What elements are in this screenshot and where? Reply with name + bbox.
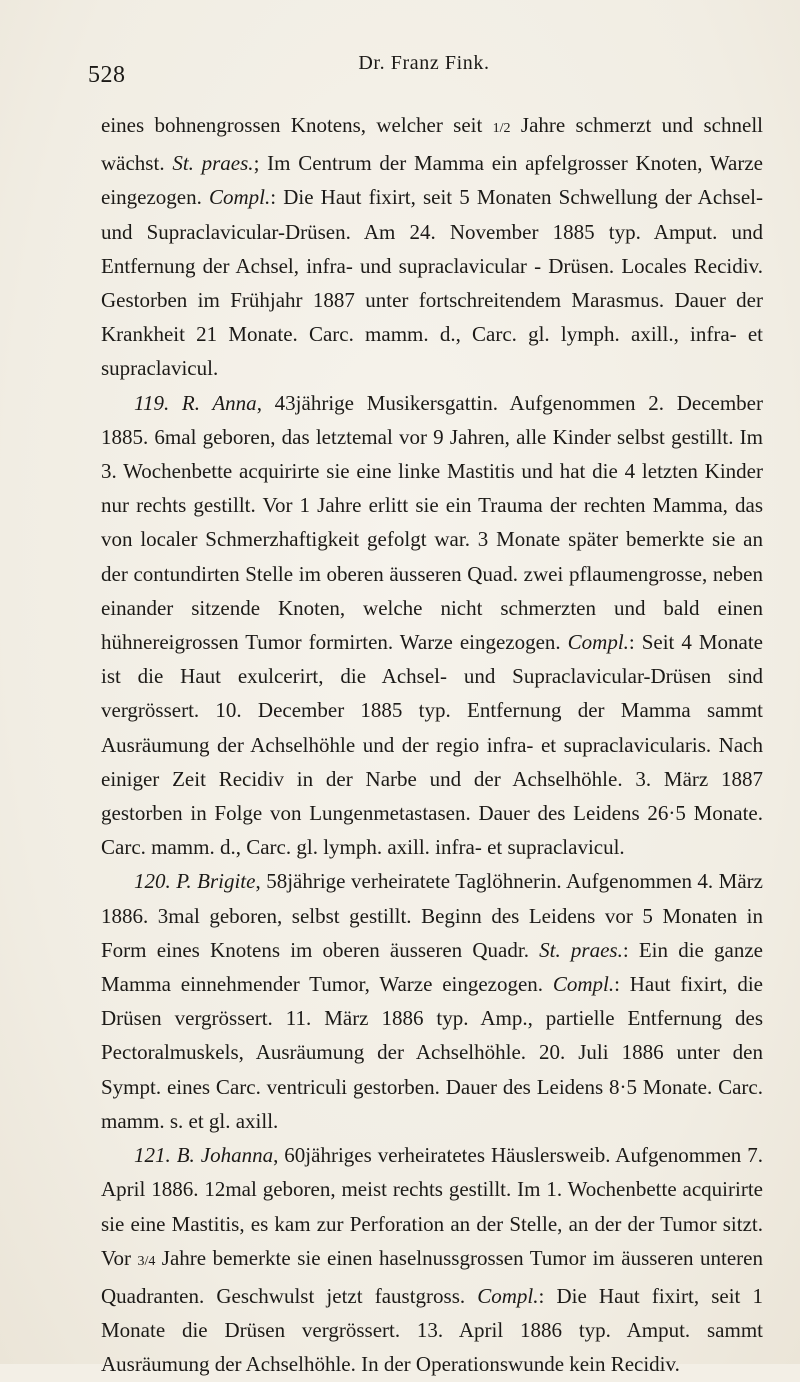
text-run: : Ein die ganze Mamma einnehmender Tumor, Warze eingezogen. — [101, 937, 764, 997]
page-header — [88, 50, 760, 86]
case-119-paragraph — [101, 386, 763, 865]
italic-run: Compl. — [552, 972, 615, 997]
case-120-paragraph — [101, 864, 763, 1138]
text-run: : Seit 4 Monate ist die Haut exulcerirt, die Achsel- und Supraclavicular-Drüsen sind vergrössert. 10. December 1885 typ. Entfernung der Mamma sammt Ausräumung der Achselhöhle und der regio infra- et supraclavicularis. Nach einiger Zeit Recidiv in der Narbe und der Achselhöhle. 3. März 1887 gestorben in Folge von Lungenmetastasen. Dauer des Leidens 26·5 Monate. Carc. mamm. d., Carc. gl. lymph. axill. infra- et supraclavicul. — [101, 630, 763, 860]
text-run: , 58jährige verheiratete Taglöhnerin. Aufgenommen 4. März 1886. 3mal geboren, selbst gestillt. Beginn des Leidens vor 5 Monaten in Form eines Knotens im oberen äusseren Quadr. — [101, 869, 763, 962]
text-run: , 60jähriges verheiratetes Häuslersweib. Aufgenommen 7. April 1886. 12mal geboren, meist rechts gestillt. Im 1. Wochenbette acquirirte sie eine Mastitis, es kam zur Perforation an der Stelle, an der der Tumor sitzt. Vor — [101, 1143, 763, 1270]
italic-run: 120. P. Brigite — [134, 869, 256, 894]
italic-run: Compl. — [209, 185, 271, 210]
italic-run: St. praes. — [539, 937, 623, 962]
text-run: Jahre schmerzt und schnell wächst. — [101, 113, 763, 176]
text-run: eines bohnengrossen Knotens, welcher seit — [101, 113, 493, 137]
text-run: : Die Haut fixirt, seit 5 Monaten Schwellung der Achsel- und Supraclavicular-Drüsen. Am 24. November 1885 typ. Amput. und Entfernung der Achsel, infra- und supraclavicular - Drüsen. Locales Recidiv. Gestorben im Frühjahr 1887 unter fortschreitendem Marasmus. Dauer der Krankheit 21 Monate. Carc. mamm. d., Carc. gl. lymph. axill., infra- et supraclavicul. — [101, 185, 763, 381]
case-121-paragraph — [101, 1138, 763, 1381]
italic-run: 119. R. Anna — [134, 390, 257, 415]
text-run: , 43jährige Musikersgattin. Aufgenommen 2. December 1885. 6mal geboren, das letztemal vor 9 Jahren, alle Kinder selbst gestillt. Im 3. Wochenbette acquirirte sie eine linke Mastitis und hat die 4 letzten Kinder nur rechts gestillt. Vor 1 Jahre erlitt sie ein Trauma der rechten Mamma, das von localer Schmerzhaftigkeit gefolgt war. 3 Monate später bemerkte sie an der contundirten Stelle im oberen äusseren Quad. zwei pflaumengrosse, neben einander sitzende Knoten, welche nicht schmerzten und bald einen hühnereigrossen Tumor formirten. Warze eingezogen. — [101, 390, 763, 655]
italic-run: Compl. — [567, 630, 629, 655]
italic-run: Compl. — [477, 1283, 539, 1308]
fraction: 1/2 — [492, 121, 511, 136]
body-text — [101, 108, 763, 1382]
text-run: : Die Haut fixirt, seit 1 Monate die Drüsen vergrössert. 13. April 1886 typ. Amput. sammt Ausräumung der Achselhöhle. In der Operationswunde kein Recidiv. — [101, 1283, 763, 1377]
text-run: Jahre bemerkte sie einen haselnussgrossen Tumor im äusseren unteren Quadranten. Geschwulst jetzt faustgross. — [101, 1245, 763, 1308]
fraction: 3/4 — [137, 1253, 156, 1269]
running-title: Dr. Franz Fink. — [358, 52, 490, 74]
paragraph-continued — [101, 108, 763, 386]
italic-run: 121. B. Johanna — [134, 1143, 274, 1168]
page-number: 528 — [88, 62, 126, 88]
text-run: : Haut fixirt, die Drüsen vergrössert. 11. März 1886 typ. Amp., partielle Entfernung des Pectoralmuskels, Ausräumung der Achselhöhle. 20. Juli 1886 unter den Sympt. eines Carc. ventriculi gestorben. Dauer des Leidens 8·5 Monate. Carc. mamm. s. et gl. axill. — [101, 972, 763, 1133]
italic-run: St. praes. — [172, 151, 254, 176]
text-run: ; Im Centrum der Mamma ein apfelgrosser Knoten, Warze eingezogen. — [101, 151, 763, 210]
